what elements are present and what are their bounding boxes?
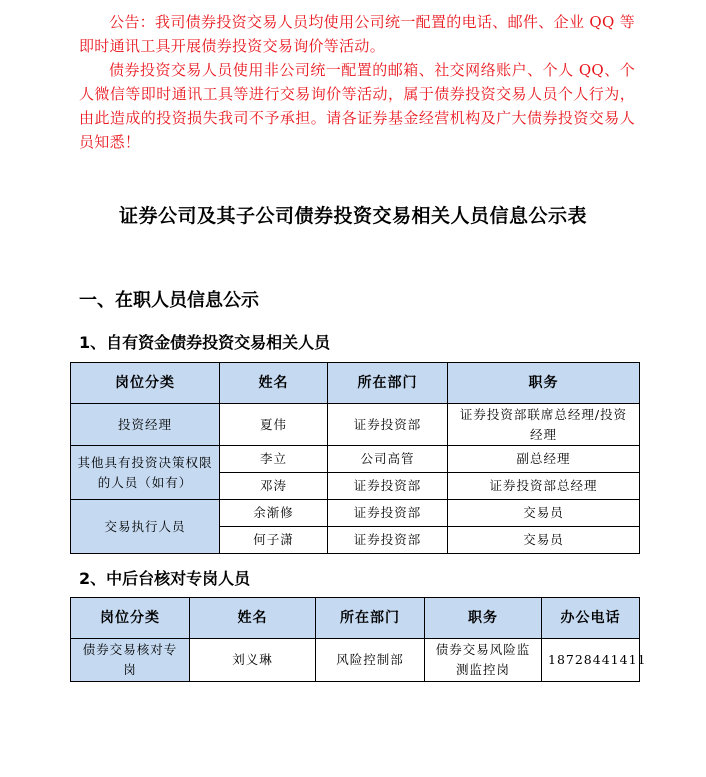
header-cell: 岗位分类: [71, 363, 220, 404]
header-cell: 职务: [448, 363, 640, 404]
document-title: 证券公司及其子公司债券投资交易相关人员信息公示表: [118, 205, 587, 227]
table-header-row: [71, 598, 640, 639]
table-row: [71, 404, 640, 446]
position-cell: 交易员: [448, 527, 640, 554]
header-cell: 所在部门: [316, 598, 425, 639]
name-cell: 何子潇: [220, 527, 328, 554]
notice-paragraph-2: 债券投资交易人员使用非公司统一配置的邮箱、社交网络账户、个人 QQ、个人微信等即时通讯工具等进行交易询价等活动，属于债券投资交易人员个人行为，由此造成的投资损失我司不予承担。请各证券基金经营机构及广大债券投资交易人员知悉！: [79, 61, 635, 151]
table-header-row: [71, 363, 640, 404]
section-heading-current-staff: 一、在职人员信息公示: [79, 290, 259, 311]
position-cell: 证券投资部总经理: [448, 473, 640, 500]
notice-block: [79, 10, 635, 154]
department-cell: 证券投资部: [328, 404, 448, 446]
subsection-heading-investment-staff: 1、自有资金债券投资交易相关人员: [79, 333, 331, 352]
header-cell: 岗位分类: [71, 598, 190, 639]
category-cell: 其他具有投资决策权限的人员（如有）: [71, 446, 220, 500]
header-cell: 所在部门: [328, 363, 448, 404]
table-row: [71, 446, 640, 473]
category-cell: 交易执行人员: [71, 500, 220, 554]
notice-paragraph-1: 公告：我司债券投资交易人员均使用公司统一配置的电话、邮件、企业 QQ 等即时通讯工具开展债券投资交易询价等活动。: [79, 13, 635, 55]
position-cell: 副总经理: [448, 446, 640, 473]
header-cell: 办公电话: [542, 598, 640, 639]
name-cell: 李立: [220, 446, 328, 473]
table-row: [71, 500, 640, 527]
department-cell: 公司高管: [328, 446, 448, 473]
header-cell: 姓名: [220, 363, 328, 404]
department-cell: 证券投资部: [328, 473, 448, 500]
department-cell: 证券投资部: [328, 527, 448, 554]
subsection-heading-verification-staff: 2、中后台核对专岗人员: [79, 569, 251, 588]
verification-staff-table: [70, 597, 647, 682]
phone-cell: 18728441411: [542, 639, 640, 682]
header-cell: 姓名: [190, 598, 316, 639]
name-cell: 邓涛: [220, 473, 328, 500]
table-row: [71, 639, 640, 682]
name-cell: 夏伟: [220, 404, 328, 446]
category-cell: 投资经理: [71, 404, 220, 446]
name-cell: 余渐修: [220, 500, 328, 527]
department-cell: 证券投资部: [328, 500, 448, 527]
position-cell: 交易员: [448, 500, 640, 527]
position-cell: 证券投资部联席总经理/投资经理: [448, 404, 640, 446]
department-cell: 风险控制部: [316, 639, 425, 682]
header-cell: 职务: [425, 598, 542, 639]
category-cell: 债券交易核对专岗: [71, 639, 190, 682]
name-cell: 刘义琳: [190, 639, 316, 682]
investment-staff-table: [70, 362, 640, 554]
position-cell: 债券交易风险监测监控岗: [425, 639, 542, 682]
